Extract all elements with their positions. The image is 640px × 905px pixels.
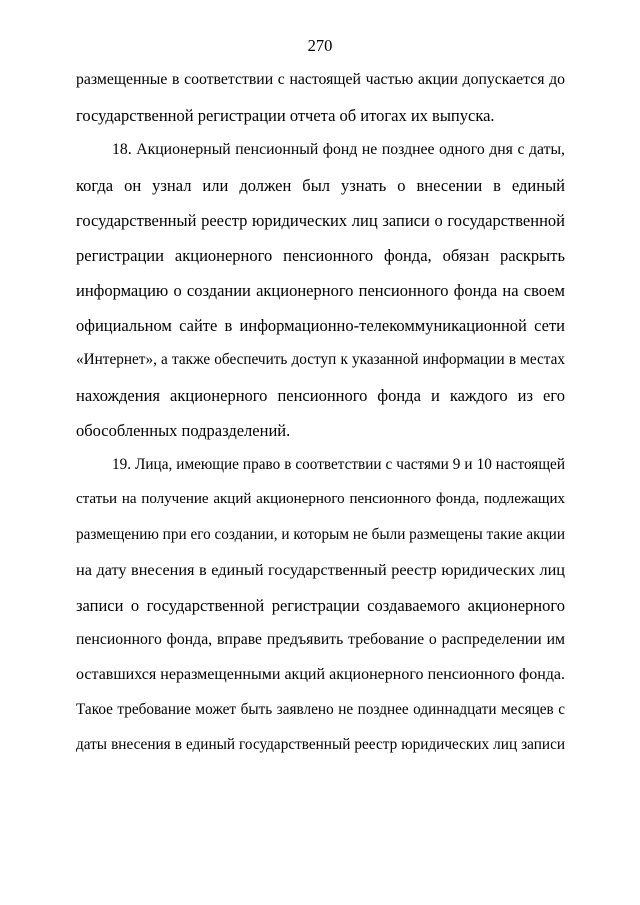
text-line: регистрации акционерного пенсионного фонда, обязан раскрыть	[76, 246, 565, 265]
text-line: государственной регистрации отчета об итогах их выпуска.	[76, 106, 495, 125]
text-line: статьи на получение акций акционерного пенсионного фонда, подлежащих	[76, 491, 565, 507]
text-line: 18. Акционерный пенсионный фонд не позднее одного дня с даты,	[112, 141, 565, 158]
text-line: даты внесения в единый государственный реестр юридических лиц записи	[76, 736, 565, 753]
text-line: информацию о создании акционерного пенсионного фонда на своем	[76, 281, 565, 300]
text-line: Такое требование может быть заявлено не позднее одиннадцати месяцев с	[76, 701, 565, 718]
text-line: обособленных подразделений.	[76, 421, 291, 440]
page-number: 270	[307, 36, 333, 55]
text-line: нахождения акционерного пенсионного фонда и каждого из его	[76, 386, 565, 405]
text-line: на дату внесения в единый государственный реестр юридических лиц	[76, 561, 565, 579]
text-line: «Интернет», а также обеспечить доступ к указанной информации в местах	[76, 351, 565, 368]
text-line: официальном сайте в информационно-телекоммуникационной сети	[76, 316, 565, 335]
text-line: записи о государственной регистрации создаваемого акционерного	[76, 596, 565, 615]
text-line: 19. Лица, имеющие право в соответствии с частями 9 и 10 настоящей	[112, 456, 565, 473]
text-line: оставшихся неразмещенными акций акционерного пенсионного фонда.	[76, 666, 565, 683]
text-line: когда он узнал или должен был узнать о внесении в единый	[76, 176, 565, 195]
text-line: размещению при его создании, и которым не были размещены такие акции	[76, 526, 565, 543]
text-line: государственный реестр юридических лиц записи о государственной	[76, 211, 565, 230]
body-text	[76, 71, 565, 771]
text-line: размещенные в соответствии с настоящей частью акции допускается до	[76, 71, 565, 88]
text-line: пенсионного фонда, вправе предъявить требование о распределении им	[76, 631, 565, 648]
